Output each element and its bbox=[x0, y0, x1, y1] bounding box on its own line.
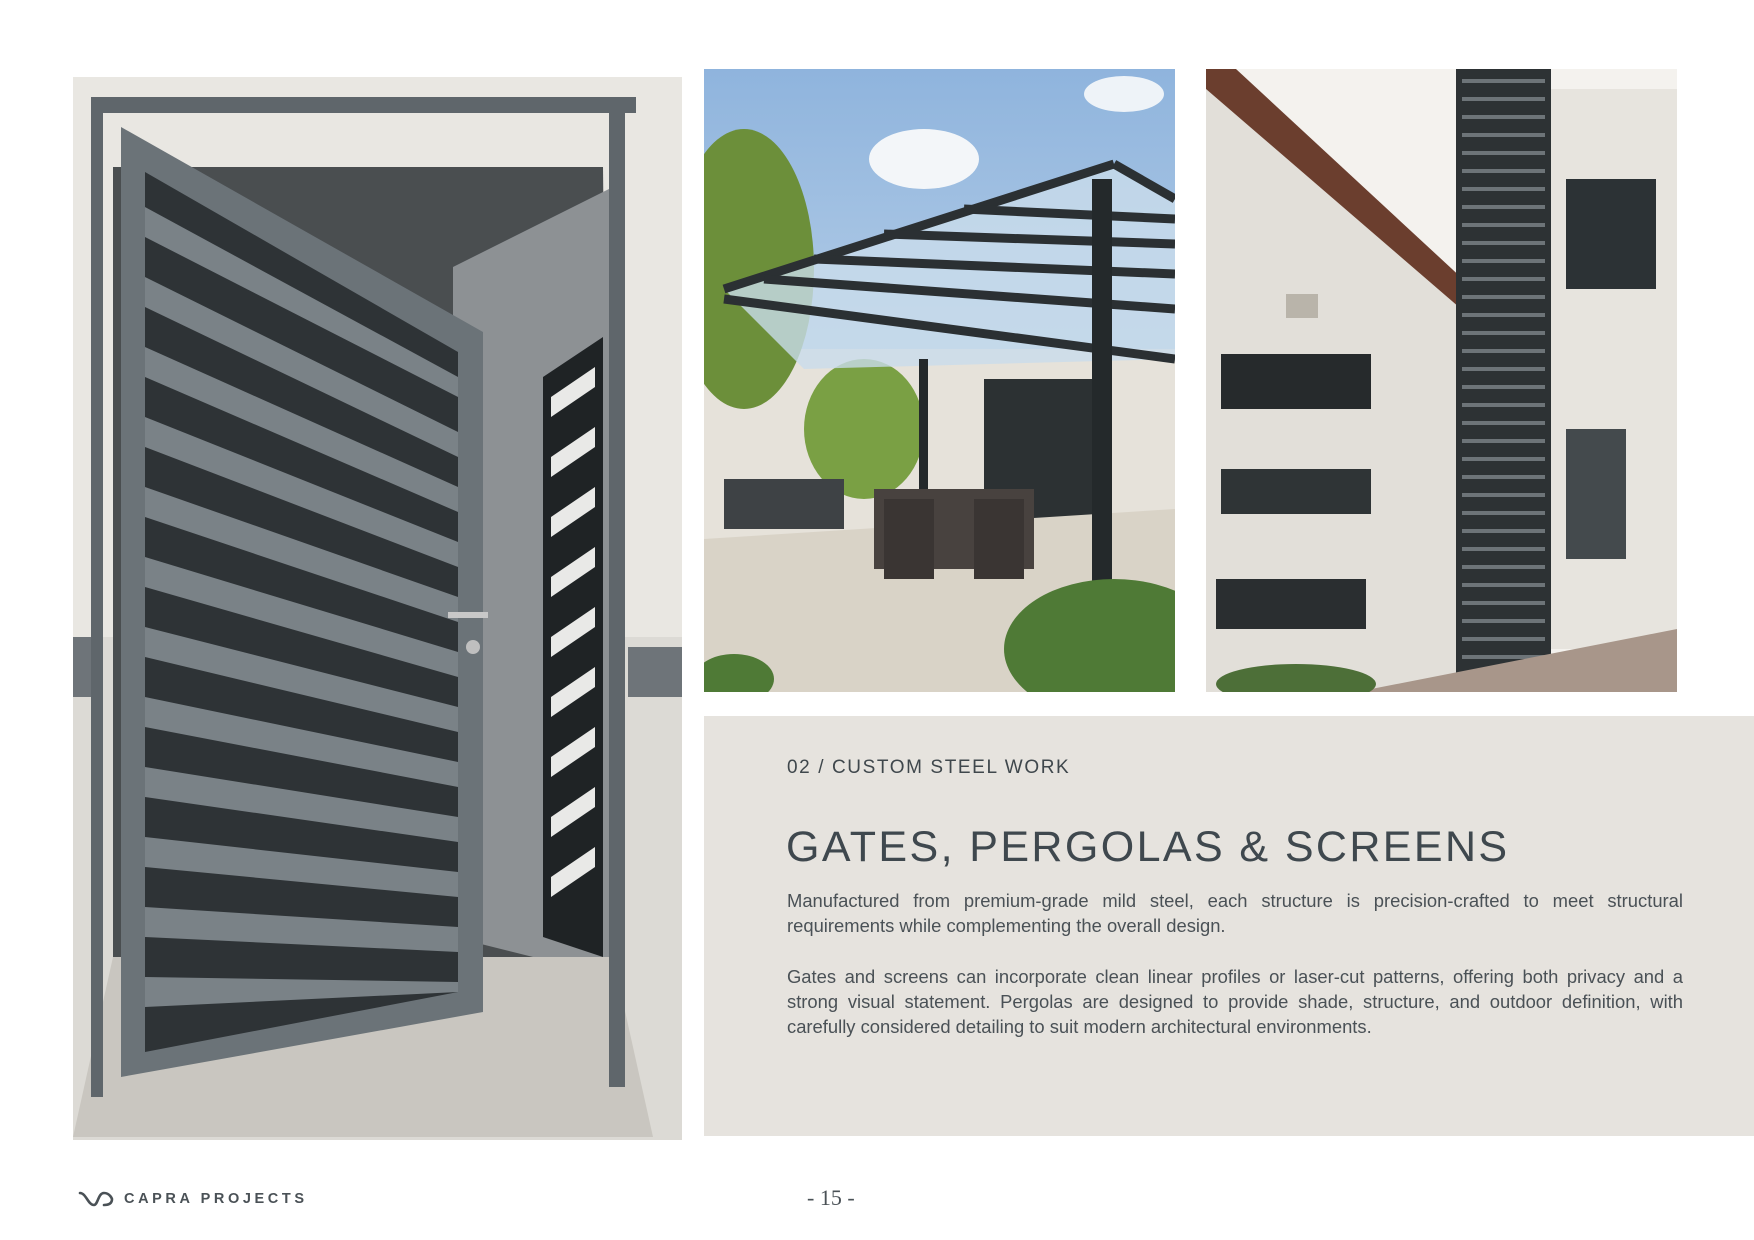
page-number: - 15 - bbox=[807, 1185, 855, 1210]
screen-illustration bbox=[1206, 69, 1677, 692]
photo-steel-pergola bbox=[704, 69, 1175, 692]
photo-louvre-screen bbox=[1206, 69, 1677, 692]
paragraph-2: Gates and screens can incorporate clean linear profiles or laser-cut patterns, offering both privacy and a strong visual statement. Pergolas are designed to provide shade, structure, and outdoor definition, with carefully considered detailing to suit modern architectural environments. bbox=[787, 966, 1683, 1037]
paragraph-1: Manufactured from premium-grade mild steel, each structure is precision-crafted to meet structural requirements while complementing the overall design. bbox=[787, 890, 1683, 936]
door-illustration bbox=[73, 77, 682, 1140]
photo-pivot-steel-door bbox=[73, 77, 682, 1140]
pergola-illustration bbox=[704, 69, 1175, 692]
text-panel bbox=[704, 716, 1754, 1136]
section-title: GATES, PERGOLAS & SCREENS bbox=[786, 823, 1510, 871]
brand-name: CAPRA PROJECTS bbox=[124, 1191, 308, 1207]
section-eyebrow: 02 / CUSTOM STEEL WORK bbox=[787, 757, 1071, 778]
footer-brand bbox=[78, 1189, 308, 1209]
capra-logo-icon bbox=[78, 1189, 114, 1209]
